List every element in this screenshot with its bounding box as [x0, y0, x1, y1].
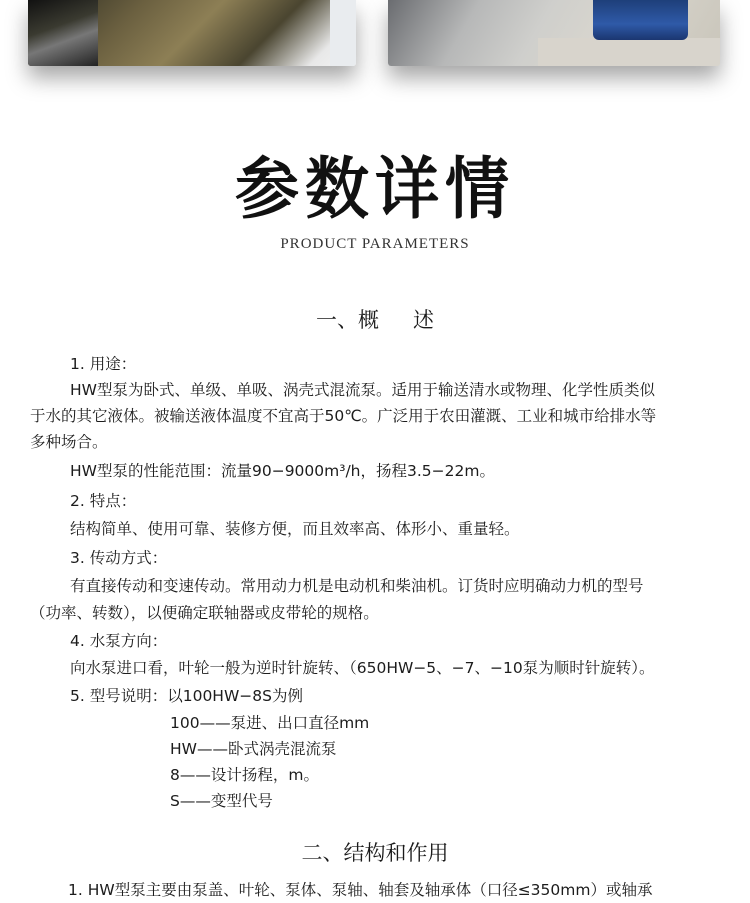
overview-line: 5. 型号说明：以100HW−8S为例: [70, 687, 303, 705]
overview-line: HW型泵为卧式、单级、单吸、涡壳式混流泵。适用于输送清水或物理、化学性质类似: [70, 381, 655, 399]
structure-line: 1. HW型泵主要由泵盖、叶轮、泵体、泵轴、轴套及轴承体（口径≤350mm）或轴承: [68, 881, 653, 899]
section-title-structure: 二、结构和作用: [301, 841, 449, 865]
page-subtitle: PRODUCT PARAMETERS: [280, 236, 470, 252]
overview-line: 2. 特点：: [70, 492, 137, 510]
overview-line: 1. 用途：: [70, 355, 137, 373]
overview-line: 于水的其它液体。被输送液体温度不宜高于50℃。广泛用于农田灌溉、工业和城市给排水等: [30, 407, 657, 425]
section-title-overview-part1: 一、概: [316, 308, 379, 332]
overview-line: HW型泵的性能范围：流量90−9000m³/h，扬程3.5−22m。: [70, 462, 495, 480]
section-title-overview-part2: 述: [413, 308, 434, 332]
overview-line: 4. 水泵方向：: [70, 632, 168, 650]
product-photo-strip: [0, 0, 750, 110]
overview-line: S——变型代号: [170, 792, 273, 810]
photo-pump-body: [593, 0, 688, 40]
overview-line: 100——泵进、出口直径mm: [170, 714, 370, 732]
overview-line: 结构简单、使用可靠、装修方便，而且效率高、体形小、重量轻。: [70, 520, 520, 538]
section-title-overview: [0, 304, 750, 334]
page-title: 参数详情: [235, 151, 515, 229]
overview-line: 3. 传动方式：: [70, 549, 168, 567]
overview-line: 向水泵进口看，叶轮一般为逆时针旋转、（650HW−5、−7、−10泵为顺时针旋转）。: [70, 659, 655, 677]
photo-panel-area: [330, 0, 356, 66]
overview-line: HW——卧式涡壳混流泵: [170, 740, 337, 758]
overview-line: （功率、转数），以便确定联轴器或皮带轮的规格。: [30, 604, 379, 622]
photo-rock-area: [28, 0, 98, 66]
overview-line: 多种场合。: [30, 433, 108, 451]
overview-line: 有直接传动和变速传动。常用动力机是电动机和柴油机。订货时应明确动力机的型号: [70, 577, 644, 595]
page-heading: [0, 150, 750, 253]
photo-concrete-base: [538, 38, 720, 66]
overview-line: 8——设计扬程，m。: [170, 766, 319, 784]
pump-photo-right: [388, 0, 720, 66]
site-photo-left: [28, 0, 356, 66]
